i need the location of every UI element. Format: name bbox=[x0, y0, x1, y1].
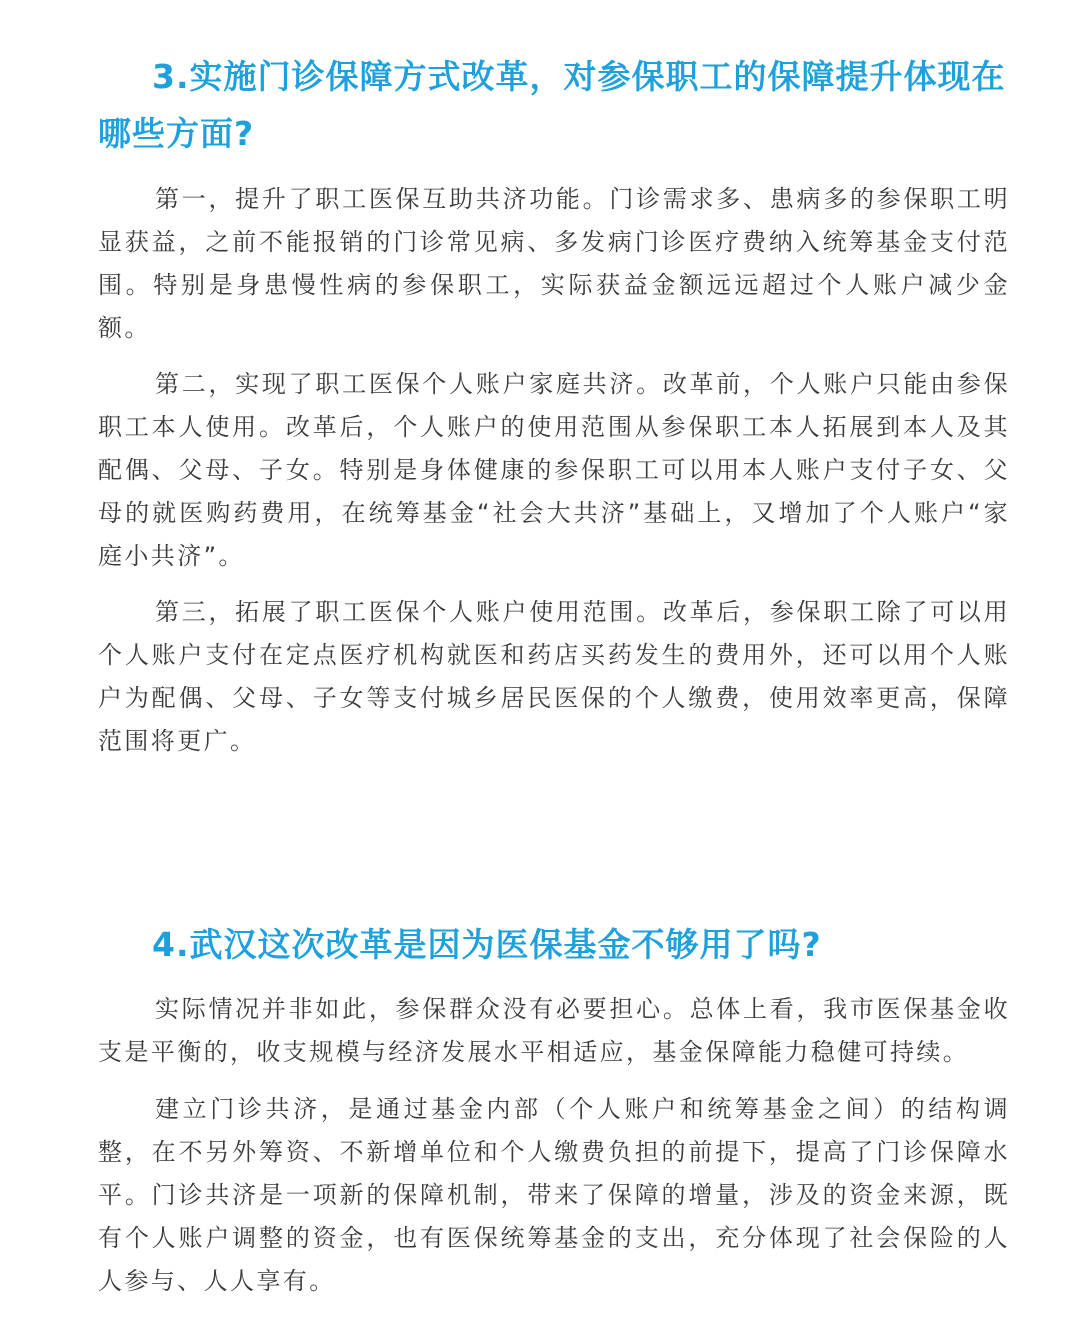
section-3-paragraph-2: 第二，实现了职工医保个人账户家庭共济。改革前，个人账户只能由参保职工本人使用。改革后，个人账户的使用范围从参保职工本人拓展到本人及其配偶、父母、子女。特别是身体健康的参保职工可以用本人账户支付子女、父母的就医购药费用，在统筹基金“社会大共济”基础上，又增加了个人账户“家庭小共济”。 bbox=[98, 370, 1010, 570]
section-3-paragraph-3: 第三，拓展了职工医保个人账户使用范围。改革后，参保职工除了可以用个人账户支付在定点医疗机构就医和药店买药发生的费用外，还可以用个人账户为配偶、父母、子女等支付城乡居民医保的个人缴费，使用效率更高，保障范围将更广。 bbox=[98, 598, 1010, 755]
section-3-title-text: 3.实施门诊保障方式改革，对参保职工的保障提升体现在哪些方面? bbox=[98, 57, 1006, 153]
section-3-title bbox=[98, 48, 1010, 162]
section-4-paragraph-1: 实际情况并非如此，参保群众没有必要担心。总体上看，我市医保基金收支是平衡的，收支规模与经济发展水平相适应，基金保障能力稳健可持续。 bbox=[98, 995, 1010, 1066]
section-4-paragraph-2: 建立门诊共济，是通过基金内部（个人账户和统筹基金之间）的结构调整，在不另外筹资、不新增单位和个人缴费负担的前提下，提高了门诊保障水平。门诊共济是一项新的保障机制，带来了保障的增量，涉及的资金来源，既有个人账户调整的资金，也有医保统筹基金的支出，充分体现了社会保险的人人参与、人人享有。 bbox=[98, 1095, 1010, 1295]
section-3-paragraph-1: 第一，提升了职工医保互助共济功能。门诊需求多、患病多的参保职工明显获益，之前不能报销的门诊常见病、多发病门诊医疗费纳入统筹基金支付范围。特别是身患慢性病的参保职工，实际获益金额远远超过个人账户减少金额。 bbox=[98, 185, 1010, 342]
section-4-title-text: 4.武汉这次改革是因为医保基金不够用了吗? bbox=[152, 925, 822, 964]
section-4-title bbox=[98, 916, 1010, 973]
